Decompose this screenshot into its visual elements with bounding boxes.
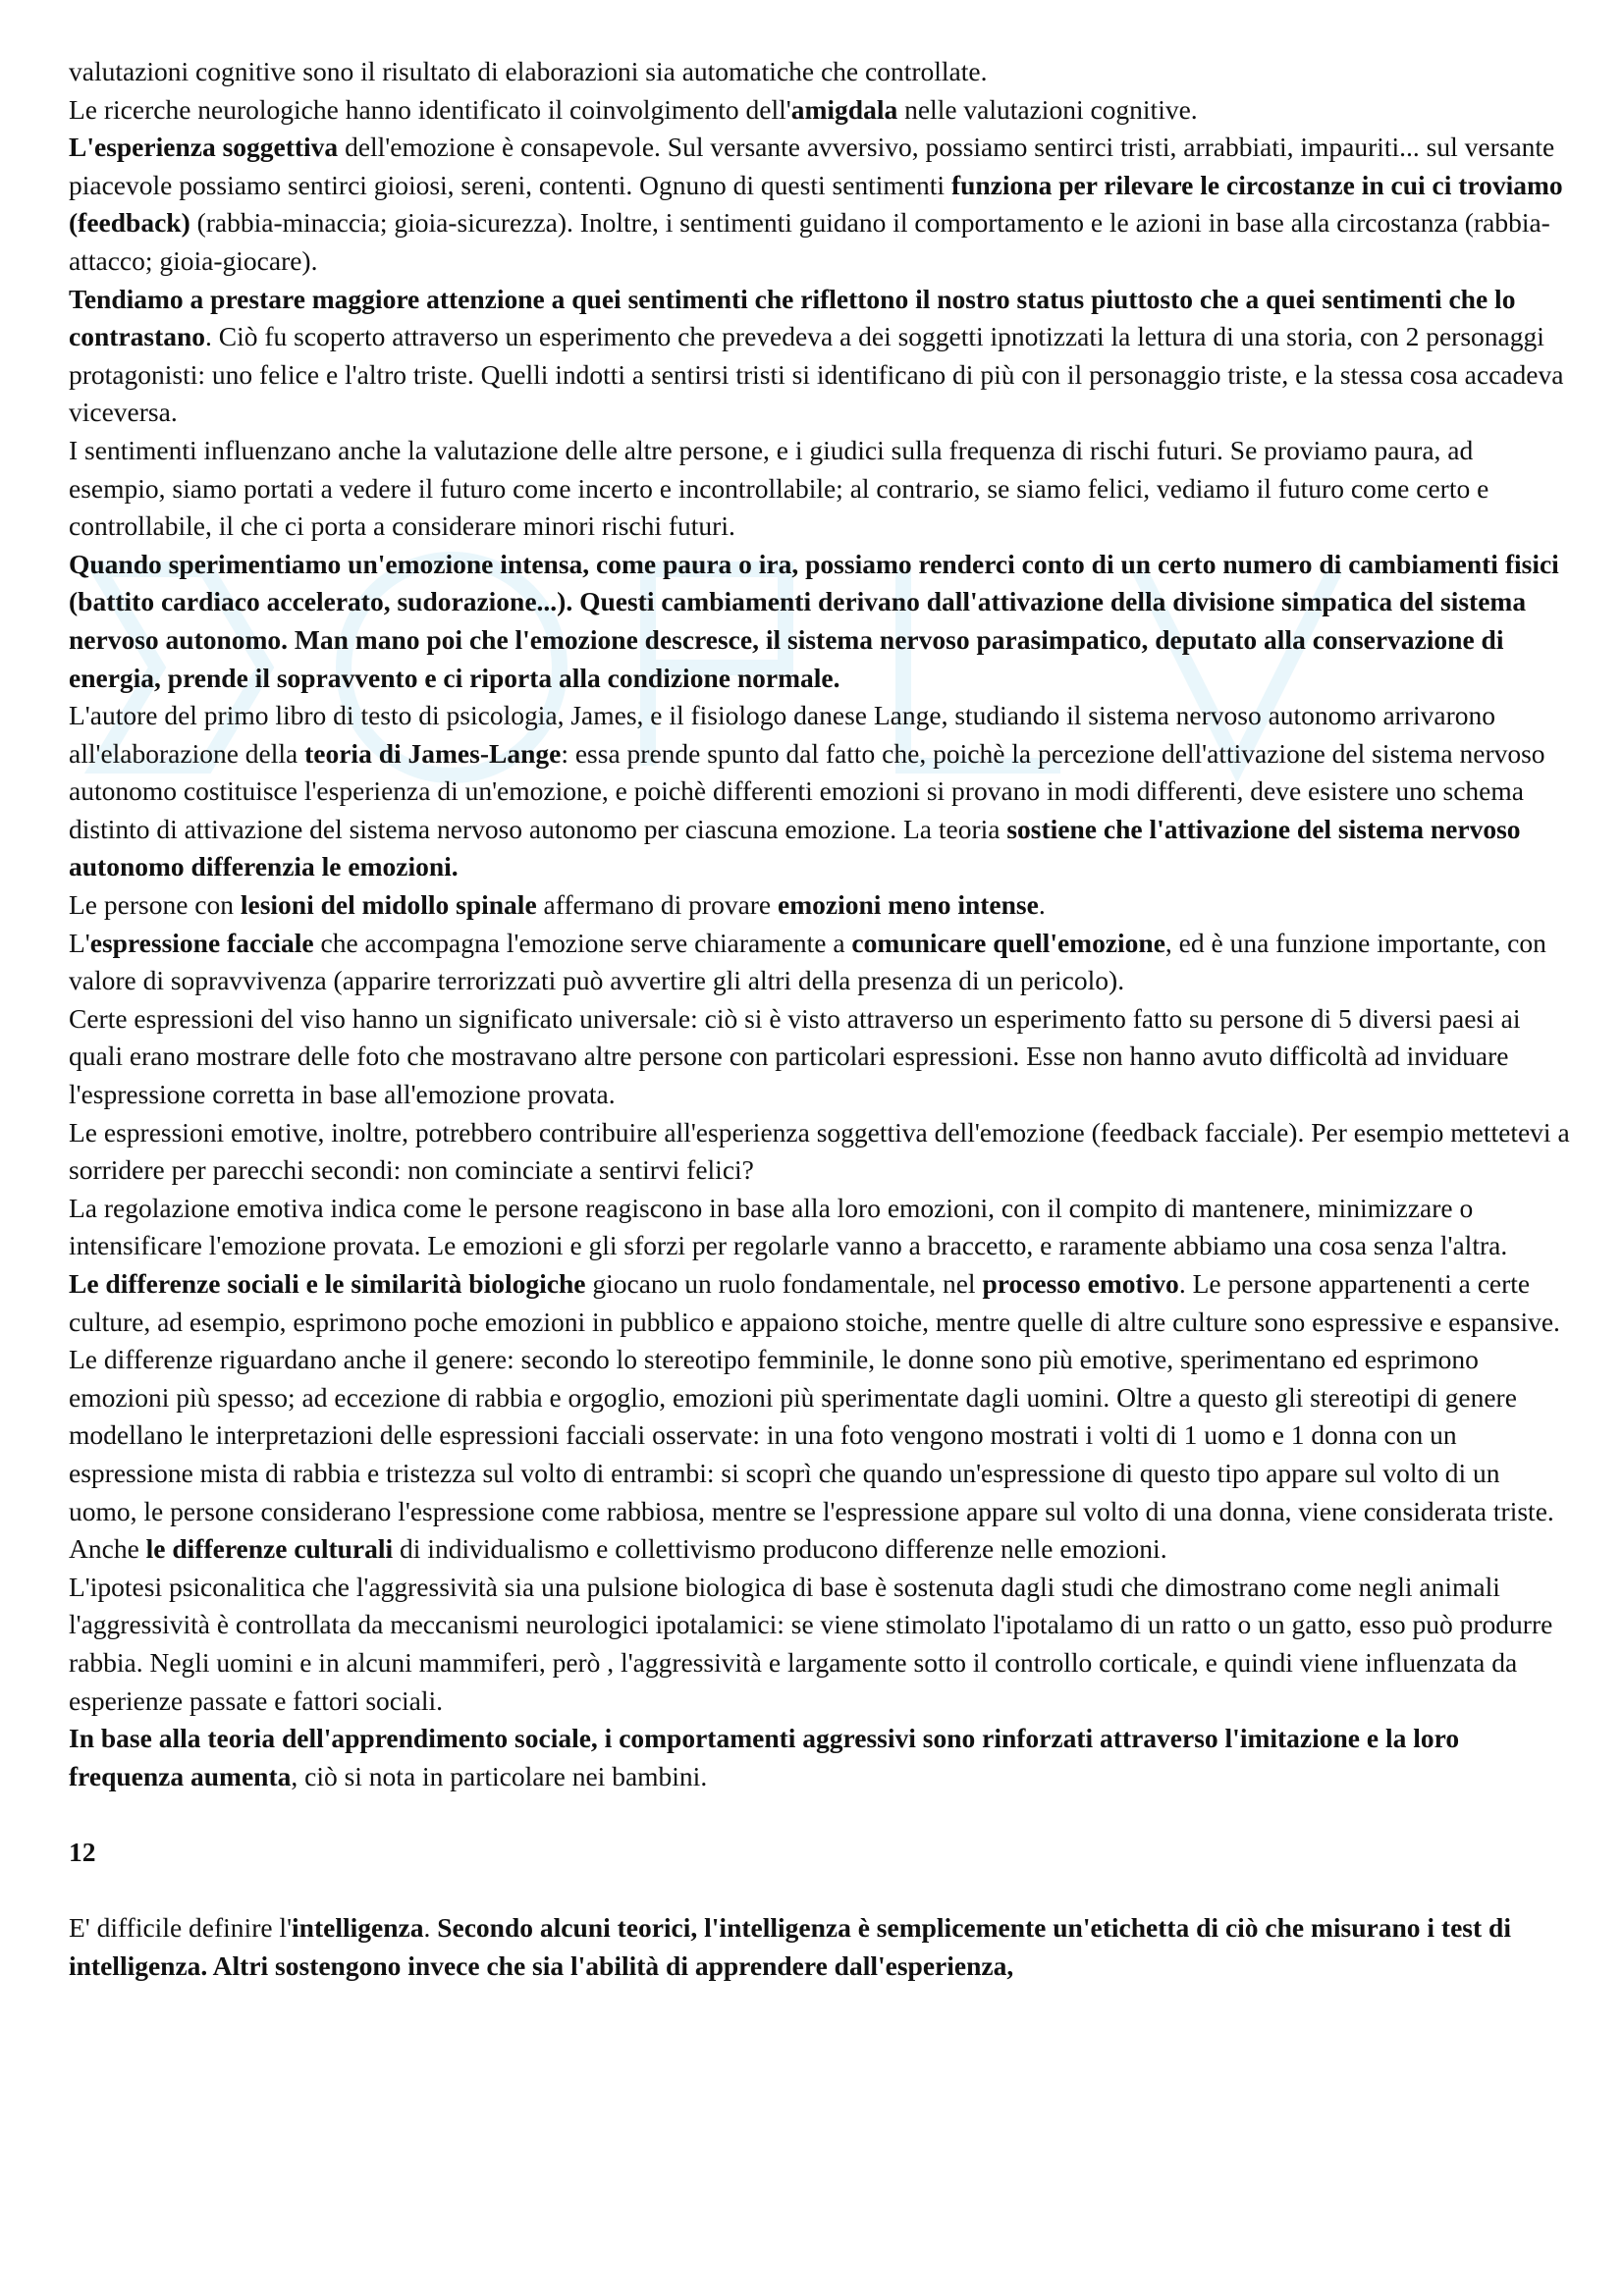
paragraph [69, 129, 1571, 280]
bold-text: Tendiamo a prestare maggiore attenzione a quei sentimenti che riflettono il nostro status piuttosto che a quei sentimenti che lo contrastano [69, 283, 1516, 352]
bold-text: Le differenze sociali e le similarità biologiche [69, 1268, 586, 1299]
text-run: (rabbia-minaccia; gioia-sicurezza). Inoltre, i sentimenti guidano il comportamento e le azioni in base alla circostanza (rabbia-attacco; gioia-giocare). [69, 207, 1550, 276]
paragraph [69, 53, 1571, 91]
text-run: . [1038, 889, 1046, 921]
text-run: dell'emozione è consapevole. Sul versante avversivo, possiamo sentirci tristi, arrabbiati, impauriti... sul versante piacevole possiamo sentirci gioiosi, sereni, contenti. Ognuno di questi sentimenti [69, 132, 1555, 200]
bold-text: intelligenza [292, 1912, 424, 1944]
document-page [69, 53, 1571, 1985]
paragraph [69, 1114, 1571, 1190]
text-run: , ciò si nota in particolare nei bambini. [291, 1760, 708, 1791]
bold-text: sostiene che l'attivazione del sistema nervoso autonomo differenzia le emozioni. [69, 813, 1521, 882]
text-run: . Ciò fu scoperto attraverso un esperimento che prevedeva a dei soggetti ipnotizzati la lettura di una storia, con 2 personaggi protagonisti: uno felice e l'altro triste. Quelli indotti a sentirsi tristi si identificano di più con il personaggio triste, e la stessa cosa accadeva viceversa. [69, 321, 1564, 428]
bold-text: L'esperienza soggettiva [69, 132, 339, 163]
text-run: La regolazione emotiva indica come le persone reagiscono in base alla loro emozioni, con il compito di mantenere, minimizzare o intensificare l'emozione provata. Le emozioni e gli sforzi per regolarle vanno a braccetto, e raramente abbiamo una cosa senza l'altra. [69, 1192, 1508, 1261]
section-number: 12 [69, 1836, 96, 1867]
text-run: . [423, 1912, 438, 1944]
text-run: Le ricerche neurologiche hanno identificato il coinvolgimento dell' [69, 93, 791, 125]
paragraph [69, 1190, 1571, 1265]
paragraph-intelligenza [69, 1909, 1571, 1985]
text-run: I sentimenti influenzano anche la valutazione delle altre persone, e i giudici sulla frequenza di rischi futuri. Se proviamo paura, ad esempio, siamo portati a vedere il futuro come incerto e incontrollabile; al contrario, se siamo felici, vediamo il futuro come certo e controllabile, il che ci porta a considerare minori rischi futuri. [69, 434, 1489, 542]
paragraph [69, 281, 1571, 432]
text-run: Le persone con [69, 889, 241, 921]
spacer [69, 1795, 1571, 1834]
bold-text: processo emotivo [982, 1268, 1179, 1299]
bold-text: Secondo alcuni teorici, l'intelligenza è semplicemente un'etichetta di ciò che misurano i test di intelligenza. Altri sostengono invece che sia l'abilità di apprendere dall'esperienza, [69, 1912, 1511, 1981]
text-run: nelle valutazioni cognitive. [897, 93, 1198, 125]
paragraph [69, 697, 1571, 886]
bold-text: comunicare quell'emozione [851, 927, 1165, 958]
text-run: . Le persone appartenenti a certe culture, ad esempio, esprimono poche emozioni in pubblico e appaiono stoiche, mentre quelle di altre culture sono espressive e espansive. Le differenze riguardano anche il genere: secondo lo stereotipo femminile, le donne sono più emotive, sperimentano ed esprimono emozioni più spesso; ad eccezione di rabbia e orgoglio, emozioni più sperimentate dagli uomini. Oltre a questo gli stereotipi di genere modellano le interpretazioni delle espressioni facciali osservate: in una foto vengono mostrati i volti di 1 uomo e 1 donna con un espressione mista di rabbia e tristezza sul volto di entrambi: si scoprì che quando un'espressione di questo tipo appare sul volto di un uomo, le persone considerano l'espressione come rabbiosa, mentre se l'espressione appare sul volto di una donna, viene considerata triste. Anche [69, 1268, 1560, 1565]
bold-text: le differenze culturali [145, 1533, 394, 1565]
paragraph [69, 432, 1571, 546]
paragraph [69, 546, 1571, 697]
text-run: Certe espressioni del viso hanno un significato universale: ciò si è visto attraverso un esperimento fatto su persone di 5 diversi paesi ai quali erano mostrare delle foto che mostravano altre persone con particolari espressioni. Esse non hanno avuto difficoltà ad inviduare l'espressione corretta in base all'emozione provata. [69, 1002, 1521, 1110]
spacer [69, 1872, 1571, 1910]
text-run: L'autore del primo libro di testo di psicologia, James, e il fisiologo danese Lange, studiando il sistema nervoso autonomo arrivarono all'elaborazione della [69, 700, 1495, 769]
text-run: : essa prende spunto dal fatto che, poichè la percezione dell'attivazione del sistema nervoso autonomo costituisce l'esperienza di un'emozione, e poichè differenti emozioni si provano in modi differenti, deve esistere uno schema distinto di attivazione del sistema nervoso autonomo per ciascuna emozione. La teoria [69, 737, 1545, 844]
paragraph [69, 91, 1571, 130]
paragraph [69, 1569, 1571, 1720]
text-run: E' difficile definire l' [69, 1912, 293, 1944]
bold-text: funziona per rilevare le circostanze in cui ci troviamo (feedback) [69, 169, 1563, 239]
paragraph [69, 1265, 1571, 1569]
bold-text: lesioni del midollo spinale [240, 889, 537, 921]
text-run: valutazioni cognitive sono il risultato di elaborazioni sia automatiche che controllate. [69, 56, 988, 86]
text-run: Le espressioni emotive, inoltre, potrebbero contribuire all'esperienza soggettiva dell'emozione (feedback facciale). Per esempio mettetevi a sorridere per parecchi secondi: non cominciate a sentirvi felici? [69, 1116, 1570, 1186]
paragraph [69, 1000, 1571, 1114]
bold-text: Quando sperimentiamo un'emozione intensa, come paura o ira, possiamo renderci conto di un certo numero di cambiamenti fisici (battito cardiaco accelerato, sudorazione...). Questi cambiamenti derivano dall'attivazione della divisione simpatica del sistema nervoso autonomo. Man mano poi che l'emozione descresce, il sistema nervoso parasimpatico, deputato alla conservazione di energia, prende il sopravvento e ci riporta alla condizione normale. [69, 548, 1559, 693]
document-body [69, 53, 1571, 1795]
bold-text: amigdala [790, 93, 898, 125]
paragraph [69, 925, 1571, 1000]
text-run: , ed è una funzione importante, con valore di sopravvivenza (apparire terrorizzati può avvertire gli altri della presenza di un pericolo). [69, 927, 1546, 996]
text-run: giocano un ruolo fondamentale, nel [585, 1268, 983, 1299]
bold-text: emozioni meno intense [778, 889, 1039, 921]
text-run: di individualismo e collettivismo producono differenze nelle emozioni. [393, 1533, 1167, 1565]
text-run: L' [69, 927, 90, 958]
text-run: L'ipotesi psiconalitica che l'aggressività sia una pulsione biologica di base è sostenuta dagli studi che dimostrano come negli animali l'aggressività è controllata da meccanismi neurologici ipotalamici: se viene stimolato l'ipotalamo di un ratto o un gatto, esso può produrre rabbia. Negli uomini e in alcuni mammiferi, però , l'aggressività e largamente sotto il controllo corticale, e quindi viene influenzata da esperienze passate e fattori sociali. [69, 1571, 1553, 1716]
bold-text: espressione facciale [89, 927, 314, 958]
paragraph [69, 1720, 1571, 1795]
bold-text: In base alla teoria dell'apprendimento sociale, i comportamenti aggressivi sono rinforzati attraverso l'imitazione e la loro frequenza aumenta [69, 1723, 1460, 1791]
text-run: che accompagna l'emozione serve chiaramente a [313, 927, 852, 958]
text-run: affermano di provare [536, 889, 779, 921]
bold-text: teoria di James-Lange [304, 737, 562, 769]
paragraph [69, 886, 1571, 925]
